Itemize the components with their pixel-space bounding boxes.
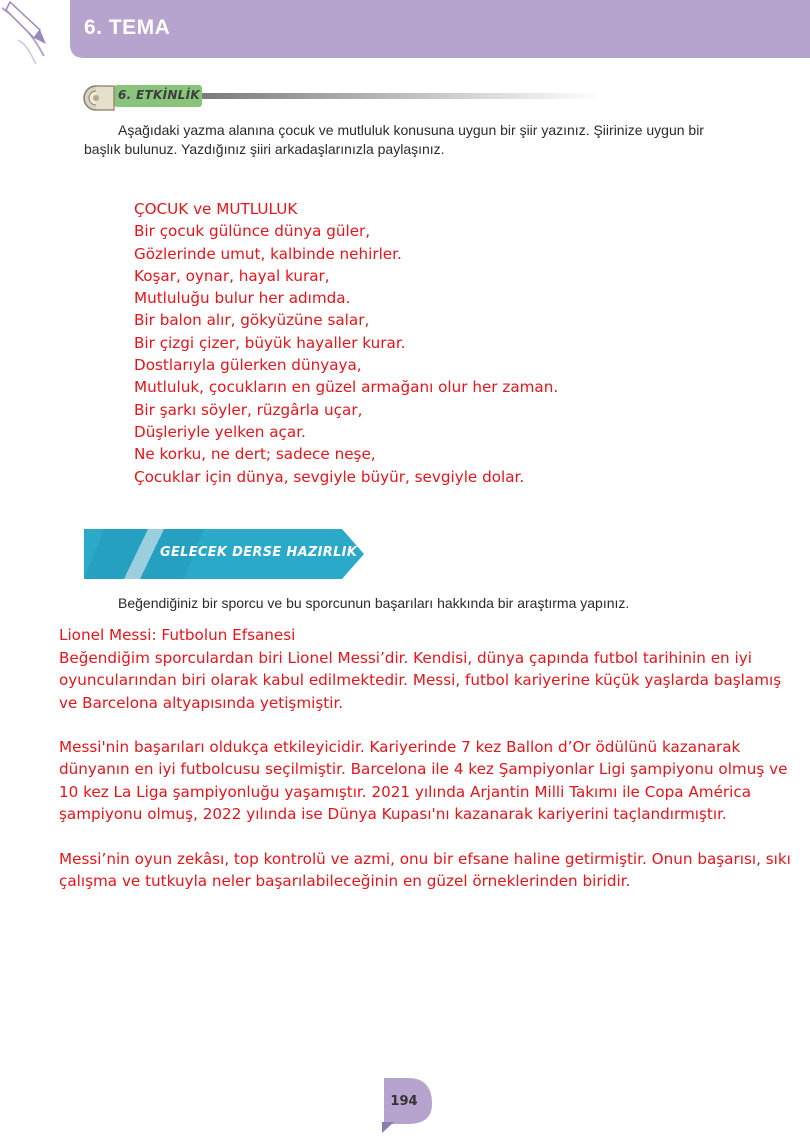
essay-paragraph: Messi'nin başarıları oldukça etkileyicidir. Kariyerinde 7 kez Ballon d’Or ödülünü kazanarak dünyanın en iyi futbolcusu seçilmiştir. Barcelona ile 4 kez Şampiyonlar Ligi şampiyonu olmuş ve 10 kez La Liga şampiyonluğu yaşamıştır. 2021 yılında Arjantin Milli Takımı ile Copa América şampiyonu olmuş, 2022 yılında ise Dünya Kupası'nı kazanarak kariyerini taçlandırmıştır. [59,738,788,824]
poem-line: Bir çocuk gülünce dünya güler, [134,222,371,241]
poem-line: Koşar, oynar, hayal kurar, [134,266,330,285]
pen-icon [0,0,80,70]
poem-line: Bir şarkı söyler, rüzgârla uçar, [134,400,363,419]
activity-divider [200,93,600,99]
activity-label-box [114,85,202,107]
prep-label: GELECEK DERSE HAZIRLIK [160,545,358,560]
poem-title: ÇOCUK ve MUTLULUK [134,200,298,218]
poem-line: Bir çizgi çizer, büyük hayaller kurar. [134,333,406,352]
poem-line: Mutluluk, çocukların en güzel armağanı olur her zaman. [134,378,559,397]
poem-line: Mutluluğu bulur her adımda. [134,289,351,308]
activity-instruction: Aşağıdaki yazma alanına çocuk ve mutluluk konusuna uygun bir şiir yazınız. Şiirinize uygun bir başlık bulunuz. Yazdığınız şiiri arkadaşlarınızla paylaşınız. [84,122,704,157]
poem-line: Gözlerinde umut, kalbinde nehirler. [134,244,402,263]
poem [134,198,558,488]
prep-instruction: Beğendiğiniz bir sporcu ve bu sporcunun başarıları hakkında bir araştırma yapınız. [118,595,630,611]
activity-label: 6. ETKİNLİK [118,88,200,102]
poem-line: Düşleriyle yelken açar. [134,422,306,441]
poem-line: Çocuklar için dünya, sevgiyle büyür, sevgiyle dolar. [134,467,525,486]
poem-line: Dostlarıyla gülerken dünyaya, [134,356,362,375]
essay-paragraph: Beğendiğim sporculardan biri Lionel Messi’dir. Kendisi, dünya çapında futbol tarihinin en iyi oyuncularından biri olarak kabul edilmektedir. Messi, futbol kariyerine küçük yaşlarda başlamış ve Barcelona altyapısında yetişmiştir. [59,649,782,712]
essay-title: Lionel Messi: Futbolun Efsanesi [59,626,296,644]
poem-line: Ne korku, ne dert; sadece neşe, [134,445,376,464]
essay-paragraph: Messi’nin oyun zekâsı, top kontrolü ve azmi, onu bir efsane haline getirmiştir. Onun başarısı, sıkı çalışma ve tutkuyla neler başarılabileceğinin en güzel örneklerinden biridir. [59,850,791,891]
poem-line: Bir balon alır, gökyüzüne salar, [134,311,370,330]
scroll-icon [82,82,118,112]
theme-title: 6. TEMA [84,16,171,39]
page-number: 194 [390,1094,418,1109]
